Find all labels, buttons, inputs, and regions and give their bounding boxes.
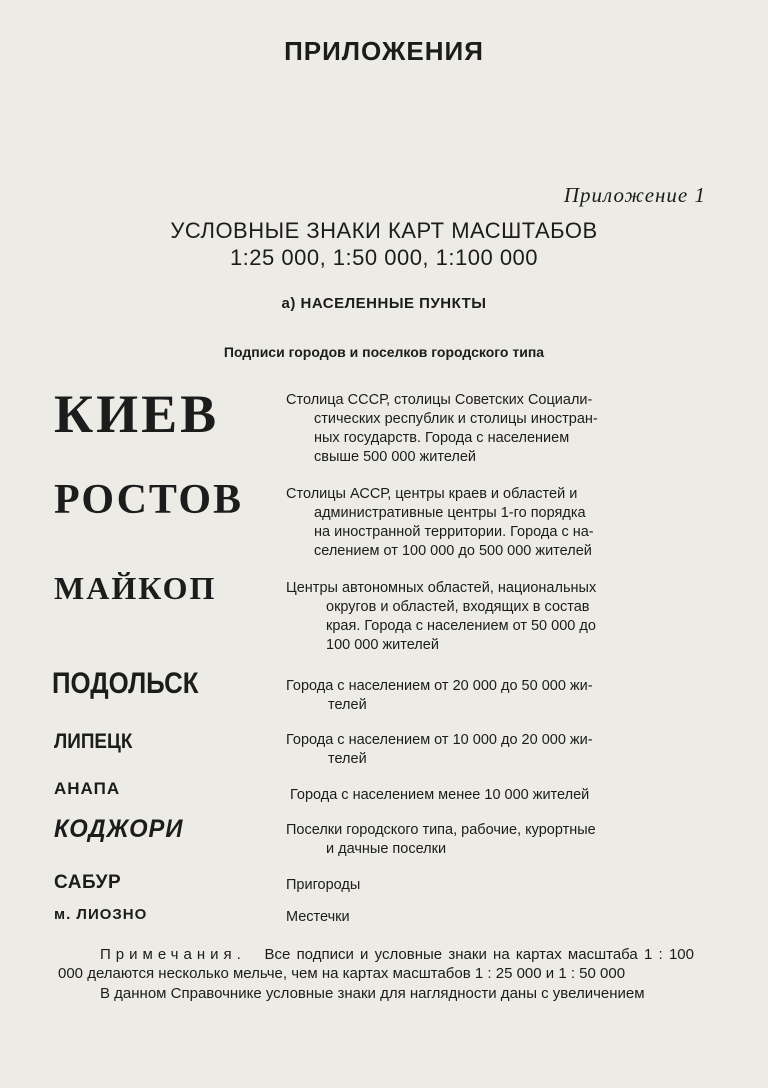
- sample-label-kodzhori: КОДЖОРИ: [54, 815, 184, 843]
- desc-line: на иностранной территории. Города с на-: [314, 524, 594, 540]
- description-podolsk: [286, 677, 706, 715]
- sample-label-liozno: м. ЛИОЗНО: [54, 906, 148, 923]
- desc-line: телей: [328, 751, 367, 767]
- description-rostov: [286, 485, 706, 561]
- notes-text-2: В данном Справочнике условные знаки для наглядности даны с увеличением: [100, 985, 645, 1002]
- desc-line: и дачные поселки: [326, 841, 447, 857]
- desc-line: Пригороды: [286, 877, 361, 893]
- description-maikop: [286, 579, 706, 655]
- appendix-label: Приложение 1: [563, 183, 706, 207]
- description-liozno: [286, 908, 706, 927]
- desc-line: административные центры 1-го порядка: [314, 505, 586, 521]
- sample-label-anapa: АНАПА: [54, 779, 121, 798]
- desc-line: Центры автономных областей, национальных: [286, 580, 597, 596]
- notes-label: Примечания.: [100, 946, 246, 963]
- sample-label-kiev: КИЕВ: [54, 384, 220, 444]
- subsection-title: Подписи городов и поселков городского типа: [223, 344, 545, 360]
- sample-label-rostov: РОСТОВ: [54, 477, 244, 523]
- desc-line: Местечки: [286, 909, 350, 925]
- description-kodzhori: [286, 821, 706, 859]
- section-title: а) НАСЕЛЕННЫЕ ПУНКТЫ: [281, 295, 487, 312]
- desc-line: Города с населением от 10 000 до 20 000 жи-: [286, 732, 593, 748]
- notes-block: [58, 945, 694, 1003]
- desc-line: Столицы АССР, центры краев и областей и: [286, 486, 578, 502]
- page-title: ПРИЛОЖЕНИЯ: [284, 36, 484, 66]
- desc-line: Города с населением менее 10 000 жителей: [290, 787, 590, 803]
- desc-line: стических республик и столицы иностран-: [314, 411, 598, 427]
- desc-line: Столица СССР, столицы Советских Социали-: [286, 392, 593, 408]
- sample-label-sabur: САБУР: [54, 872, 122, 893]
- desc-line: Города с населением от 20 000 до 50 000 жи-: [286, 678, 593, 694]
- desc-line: 100 000 жителей: [326, 637, 439, 653]
- description-anapa: [290, 786, 710, 805]
- desc-line: края. Города с населением от 50 000 до: [326, 618, 596, 634]
- desc-line: Поселки городского типа, рабочие, курортные: [286, 822, 596, 838]
- notes-paragraph-2: [58, 984, 694, 1003]
- description-lipetsk: [286, 731, 706, 769]
- subtitle-line-2: 1:25 000, 1:50 000, 1:100 000: [229, 245, 539, 270]
- notes-text-1: Все подписи и условные знаки на картах масштаба 1 : 100 000 делаются несколько мельче, чем на картах масштабов 1 : 25 000 и 1 : 50 000: [58, 946, 694, 982]
- description-sabur: [286, 876, 706, 895]
- sample-label-lipetsk: ЛИПЕЦК: [54, 730, 133, 753]
- sample-label-podolsk: ПОДОЛЬСК: [52, 667, 199, 700]
- desc-line: телей: [328, 697, 367, 713]
- subtitle-line-1: УСЛОВНЫЕ ЗНАКИ КАРТ МАСШТАБОВ: [170, 218, 598, 243]
- appendix-subtitle: [0, 217, 768, 271]
- description-kiev: [286, 391, 706, 467]
- desc-line: ных государств. Города с населением: [314, 430, 570, 446]
- desc-line: свыше 500 000 жителей: [314, 449, 477, 465]
- sample-label-maikop: МАЙКОП: [54, 570, 217, 606]
- notes-paragraph-1: [58, 945, 694, 983]
- desc-line: селением от 100 000 до 500 000 жителей: [314, 543, 592, 559]
- desc-line: округов и областей, входящих в состав: [326, 599, 590, 615]
